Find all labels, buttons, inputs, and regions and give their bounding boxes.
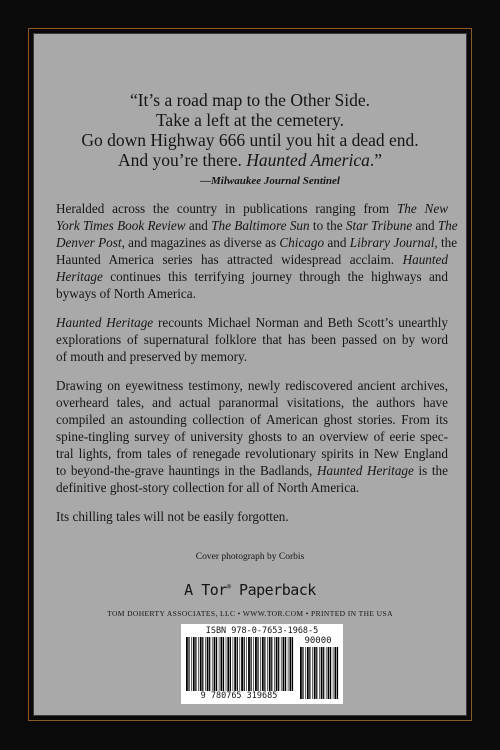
quote-line: “It’s a road map to the Other Side. (129, 90, 371, 110)
paragraph-4: Its chilling tales will not be easily forgotten. (56, 509, 289, 524)
quote-line: Take a left at the cemetery. (155, 110, 345, 130)
paragraph-1: Heralded across the country in publications ranging from The New York Times Book Review and The Baltimore Sun to the Star Tribune and The Denver Post, and magazines as diverse as Chicago and Library Journal, the Haunted America series has attracted widespread acclaim. Haunted Heritage continues this terrifying journey through the highways and byways of North America. (56, 201, 458, 301)
quote-line: Go down Highway 666 until you hit a dead end. (81, 130, 419, 150)
quote-line (34, 150, 466, 170)
paragraph-2: Haunted Heritage recounts Michael Norman and Beth Scott’s unearthly explorations of supernatural folklore that has been passed on by word of mouth and preserved by memory. (56, 315, 449, 364)
isbn-barcode (181, 624, 343, 704)
tor-paperback-logo: A Tor® Paperback (184, 581, 316, 599)
quote-text: .” (369, 150, 383, 170)
publisher-line: TOM DOHERTY ASSOCIATES, LLC • WWW.TOR.COM • PRINTED IN THE USA (107, 609, 393, 618)
supplement-barcode-bars (299, 647, 339, 699)
price-code: 90000 (304, 636, 332, 646)
back-cover-panel (33, 33, 467, 716)
quote-attribution: —Milwaukee Journal Sentinel (200, 175, 340, 187)
ean-digits: 9 780765 319685 (183, 691, 295, 701)
photo-credit: Cover photograph by Corbis (195, 552, 305, 562)
description (56, 200, 458, 537)
isbn-number: ISBN 978-0-7653-1968-5 (205, 626, 319, 636)
pull-quote (34, 90, 466, 191)
quote-text: And you’re there. (117, 150, 247, 170)
quote-title: Haunted America (246, 150, 370, 170)
ean-barcode-bars (185, 637, 295, 699)
paragraph-3: Drawing on eyewitness testimony, newly rediscovered ancient archives, overheard tales, and actual paranormal visitations, the authors have compiled an astounding collection of American ghost stories. From its spine-tingling survey of university ghosts to an overview of eerie spec- tral lights, from tales of renegade revolutionary spirits in New England to beyond-the-grave hauntings in the Badlands, Haunted Heritage is the definitive ghost-story collection for all of North America. (56, 378, 448, 495)
